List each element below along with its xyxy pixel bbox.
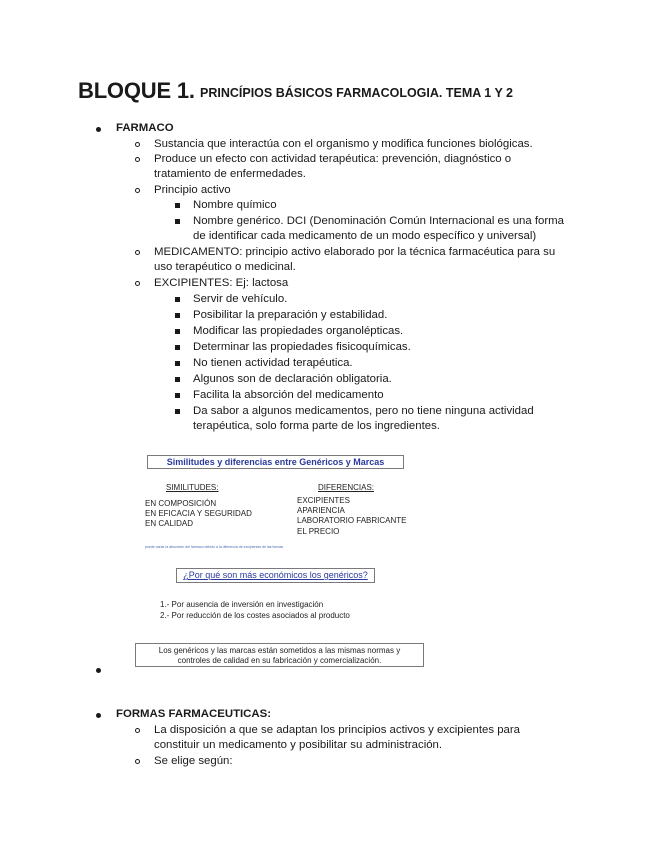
figure-conclusion-line2: controles de calidad en su fabricación y comercialización.: [177, 656, 382, 665]
page-title: BLOQUE 1.: [78, 78, 195, 103]
diferencia-item: APARIENCIA: [297, 506, 345, 515]
excipiente-item: Da sabor a algunos medicamentos, pero no tiene ninguna actividad: [193, 405, 534, 417]
excipiente-item: No tienen actividad terapéutica.: [193, 357, 353, 369]
bullet-dot: [96, 668, 101, 673]
similitud-item: EN CALIDAD: [145, 519, 194, 528]
figure-question-box: [176, 568, 375, 583]
se-elige: Se elige según:: [154, 755, 233, 767]
bullet-square: [175, 345, 180, 350]
bullet-square: [175, 409, 180, 414]
excipientes-heading: EXCIPIENTES: Ej: lactosa: [154, 277, 289, 289]
formas-definition-line2: constituir un medicamento y posibilitar su administración.: [154, 739, 443, 751]
farmaco-effect-line1: Produce un efecto con actividad terapéutica: prevención, diagnóstico o: [154, 153, 512, 165]
bullet-square: [175, 361, 180, 366]
excipiente-item: Posibilitar la preparación y estabilidad.: [193, 309, 388, 321]
excipiente-item: Algunos son de declaración obligatoria.: [193, 373, 392, 385]
excipiente-item: Servir de vehículo.: [193, 293, 288, 305]
medicamento-line2: uso terapéutico o medicinal.: [154, 261, 296, 273]
similitud-item: EN EFICACIA Y SEGURIDAD: [145, 509, 252, 518]
medicamento-line1: MEDICAMENTO: principio activo elaborado por la técnica farmacéutica para su: [154, 246, 556, 258]
bullet-circle: [135, 728, 140, 733]
farmaco-effect-line2: tratamiento de enfermedades.: [154, 168, 306, 180]
figure-question: ¿Por qué son más económicos los genéricos?: [183, 570, 368, 580]
bullet-dot: [96, 127, 101, 132]
similitud-item: EN COMPOSICIÓN: [145, 499, 217, 508]
formas-definition-line1: La disposición a que se adaptan los principios activos y excipientes para: [154, 724, 520, 736]
figure-title: Similitudes y diferencias entre Genéricos y Marcas: [166, 457, 385, 467]
figure-conclusion-box: [135, 643, 424, 667]
excipiente-item: Modificar las propiedades organolépticas.: [193, 325, 404, 337]
reason-item: 1.- Por ausencia de inversión en investigación: [160, 600, 324, 609]
figure-conclusion-line1: Los genéricos y las marcas están sometidos a las mismas normas y: [158, 646, 401, 655]
bullet-square: [175, 219, 180, 224]
bullet-square: [175, 297, 180, 302]
excipiente-item: Determinar las propiedades fisicoquímicas.: [193, 341, 411, 353]
bullet-dot: [96, 713, 101, 718]
excipiente-item: Facilita la absorción del medicamento: [193, 389, 384, 401]
farmaco-definition: Sustancia que interactúa con el organismo y modifica funciones biológicas.: [154, 138, 533, 150]
nombre-quimico: Nombre químico: [193, 199, 277, 211]
nombre-generico-line2: de identificar cada medicamento de un modo específico y universal): [193, 230, 537, 242]
similitudes-label: SIMILITUDES:: [166, 483, 219, 492]
section-heading-formas: FORMAS FARMACEUTICAS:: [116, 708, 272, 720]
nombre-generico-line1: Nombre genérico. DCI (Denominación Común Internacional es una forma: [193, 215, 565, 227]
diferencia-item: EL PRECIO: [297, 527, 340, 536]
bullet-square: [175, 393, 180, 398]
bullet-square: [175, 377, 180, 382]
bullet-circle: [135, 250, 140, 255]
bullet-circle: [135, 142, 140, 147]
diferencias-label: DIFERENCIAS:: [318, 483, 375, 492]
bullet-square: [175, 313, 180, 318]
diferencia-item: LABORATORIO FABRICANTE: [297, 516, 407, 525]
bullet-circle: [135, 281, 140, 286]
bullet-circle: [135, 157, 140, 162]
bullet-circle: [135, 759, 140, 764]
diferencia-item: EXCIPIENTES: [297, 496, 350, 505]
figure-title-box: [147, 455, 404, 469]
bullet-square: [175, 329, 180, 334]
page-subtitle: PRINCÍPIOS BÁSICOS FARMACOLOGIA. TEMA 1 Y 2: [200, 86, 514, 100]
figure-footnote: puede variar la absorción del fármaco debido a la diferencia de excipientes de las formas: [145, 545, 284, 549]
bullet-square: [175, 203, 180, 208]
excipiente-item-continued: terapéutica, solo forma parte de los ingredientes.: [193, 420, 440, 432]
reason-item: 2.- Por reducción de los costes asociados al producto: [160, 611, 350, 620]
bullet-circle: [135, 188, 140, 193]
section-heading-farmaco: FARMACO: [116, 122, 174, 134]
principio-activo: Principio activo: [154, 184, 231, 196]
